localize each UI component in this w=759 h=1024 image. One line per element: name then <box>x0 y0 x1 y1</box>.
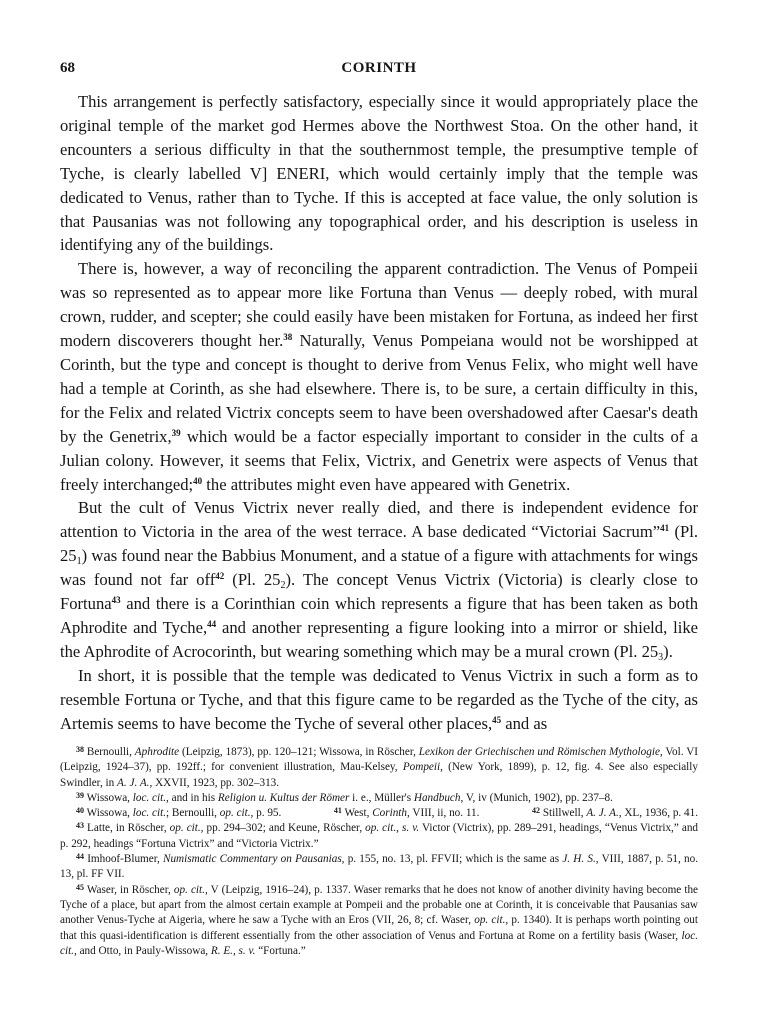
body-text <box>60 90 698 735</box>
footnote-ref: 41 <box>660 523 670 534</box>
footnotes <box>60 745 698 959</box>
footnote: $^{43}$ Latte, in Röscher, op. cit., pp. 294–302; and Keune, Röscher, op. cit., s. v. Victor (Victrix), pp. 289–291, headings, “Venus Victrix,” and p. 292, headings “Fortuna Victrix” and “Victoria Victrix.” <box>60 821 699 850</box>
footnote-ref: 44 <box>207 618 217 629</box>
running-title: CORINTH <box>341 60 417 76</box>
footnote: $^{40}$ Wissowa, loc. cit.; Bernoulli, op. cit., p. 95. <box>76 806 282 820</box>
footnote-row <box>60 806 698 821</box>
paragraph: There is, however, a way of reconciling the apparent contradiction. The Venus of Pompeii was so represented as to appear more like Fortuna than Venus — deeply robed, with mural crown, rudder, and scepter; she could easily have been mistaken for Fortuna, as indeed her first modern discoverers thought her.$^{38}$ Naturally, Venus Pompeiana would not be worshipped at Corinth, but the type and concept is thought to derive from Venus Felix, who might well have had a temple at Corinth, as she had elsewhere. There is, to be sure, a certain difficulty in this, for the Felix and related Victrix concepts seem to have been overshadowed after Caesar's death by the Genetrix,$^{39}$ which would be a factor especially important to consider in the cults of a Julian colony. However, it seems that Felix, Victrix, and Genetrix were aspects of Venus that freely interchanged;$^{40}$ the attributes might even have appeared with Genetrix. <box>60 259 698 494</box>
plate-subscript: 2 <box>280 580 286 592</box>
footnote: $^{45}$ Waser, in Röscher, op. cit., V (Leipzig, 1916–24), p. 1337. Waser remarks that he does not know of another divinity having become the Tyche of a place, but apart from the almost certain example at Pompeii and the probable one at Corinth, it is conceivable that Pausanias saw another Venus-Tyche at Aigeria, where he saw a Tyche with an Eros (VII, 26, 8; cf. Waser, op. cit., p. 1340). It is perhaps worth pointing out that this quasi-identification is different essentially from the other association of Venus and Fortuna at Rome on a fertility basis (Waser, loc. cit., and Otto, in Pauly-Wissowa, R. E., s. v. “Fortuna.” <box>60 882 699 957</box>
page-header <box>60 60 698 80</box>
paragraph: In short, it is possible that the temple was dedicated to Venus Victrix in such a form as to resemble Fortuna or Tyche, and that this figure came to be regarded as the Tyche of the city, as Artemis seems to have become the Tyche of several other places,$^{45}$ and as <box>60 665 698 733</box>
footnote: $^{38}$ Bernoulli, Aphrodite (Leipzig, 1873), pp. 120–121; Wissowa, in Röscher, Lexikon der Griechischen und Römischen Mythologie, Vol. VI (Leipzig, 1924–37), pp. 192ff.; for convenient illustration, Mau-Kelsey, Pompeii, (New York, 1899), p. 12, fig. 4. See also especially Swindler, in A. J. A., XXVII, 1923, pp. 302–313. <box>60 745 699 789</box>
footnote-ref: 45 <box>492 714 502 725</box>
paragraph: But the cult of Venus Victrix never really died, and there is independent evidence for attention to Victoria in the area of the west terrace. A base dedicated “Victoriai Sacrum”$^{41}$ (Pl. $25_1$) was found near the Babbius Monument, and a statue of a figure with attachments for wings was found not far off$^{42}$ (Pl. $25_2$). The concept Venus Victrix (Victoria) is clearly close to Fortuna$^{43}$ and there is a Corinthian coin which represents a figure that has been taken as both Aphrodite and Tyche,$^{44}$ and another representing a figure looking into a mirror or shield, like the Aphrodite of Acrocorinth, but wearing something which may be a mural crown (Pl. $25_3$). <box>60 498 698 663</box>
footnote-ref: 40 <box>193 475 203 486</box>
footnote: $^{44}$ Imhoof-Blumer, Numismatic Commentary on Pausanias, p. 155, no. 13, pl. FFVII; which is the same as J. H. S., VIII, 1887, p. 51, no. 13, pl. FF VII. <box>60 852 698 881</box>
footnote: $^{39}$ Wissowa, loc. cit., and in his Religion u. Kultus der Römer i. e., Müller's Handbuch, V, iv (Munich, 1902), pp. 237–8. <box>76 790 613 804</box>
footnote-ref: 39 <box>171 427 181 438</box>
footnote-ref: 42 <box>215 571 225 582</box>
footnote: $^{41}$ West, Corinth, VIII, ii, no. 11. <box>333 806 480 820</box>
plate-subscript: 1 <box>76 556 82 568</box>
page-number: 68 <box>60 60 75 76</box>
footnote-ref: 38 <box>283 332 293 343</box>
footnote-ref: 43 <box>111 595 121 606</box>
paragraph: This arrangement is perfectly satisfactory, especially since it would appropriately place the original temple of the market god Hermes above the Northwest Stoa. On the other hand, it encounters a serious difficulty in that the southernmost temple, the presumptive temple of Tyche, is clearly labelled V] ENERI, which would certainly imply that the temple was dedicated to Venus, rather than to Tyche. If this is accepted at face value, the only solution is that Pausanias was not following any topographical order, and his description is useless in identifying any of the buildings. <box>60 92 698 255</box>
footnote: $^{42}$ Stillwell, A. J. A., XL, 1936, p. 41. <box>532 806 698 820</box>
plate-subscript: 3 <box>658 651 664 663</box>
